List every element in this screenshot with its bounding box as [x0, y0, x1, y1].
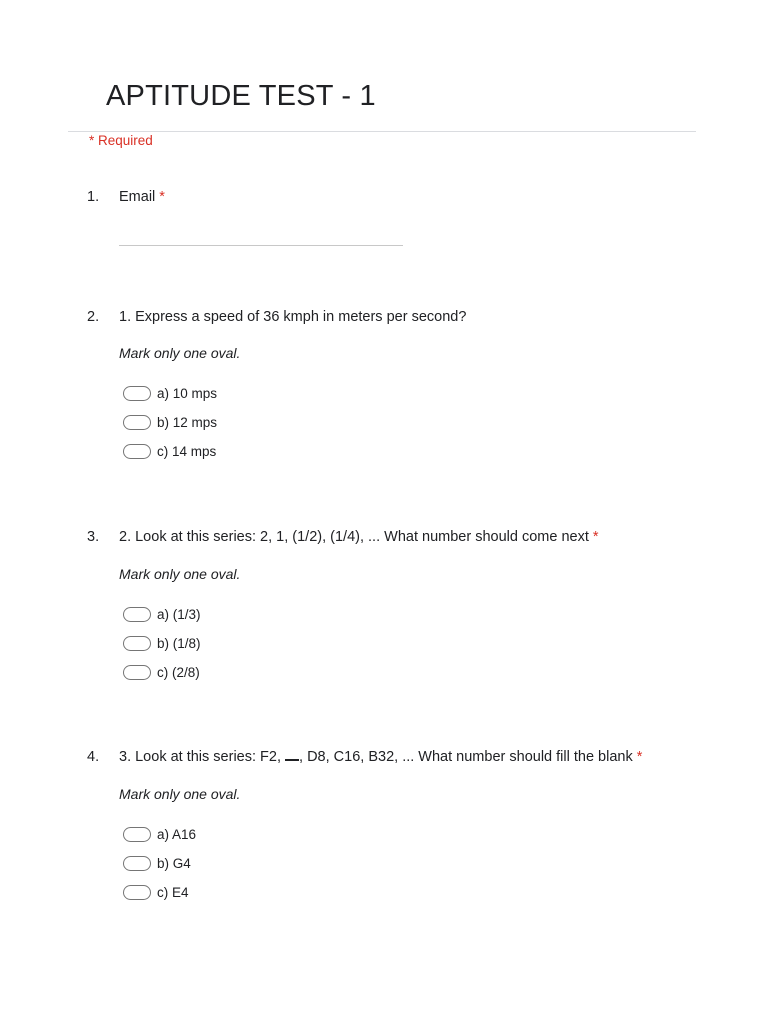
email-field[interactable]	[119, 245, 403, 246]
question-text	[119, 189, 165, 205]
option-label: c) (2/8)	[157, 664, 200, 680]
question-label-end: , D8, C16, B32, ... What number should fill the blank	[299, 749, 633, 765]
question-number: 3.	[87, 529, 100, 545]
instruction-text: Mark only one oval.	[119, 786, 241, 802]
option-a[interactable]	[123, 604, 201, 624]
option-label: b) G4	[157, 855, 191, 871]
form-title: APTITUDE TEST - 1	[106, 80, 376, 112]
option-label: a) (1/3)	[157, 606, 201, 622]
radio-oval[interactable]	[123, 444, 151, 459]
blank-underline	[285, 750, 299, 761]
radio-oval[interactable]	[123, 607, 151, 622]
question-label-start: 3. Look at this series: F2,	[119, 749, 286, 765]
option-c[interactable]	[123, 662, 200, 682]
option-label: c) 14 mps	[157, 443, 217, 459]
option-b[interactable]	[123, 412, 217, 432]
instruction-text: Mark only one oval.	[119, 345, 241, 361]
option-a[interactable]	[123, 824, 196, 844]
option-b[interactable]	[123, 633, 201, 653]
radio-oval[interactable]	[123, 827, 151, 842]
question-number: 2.	[87, 309, 100, 325]
radio-oval[interactable]	[123, 665, 151, 680]
option-c[interactable]	[123, 441, 216, 461]
option-label: c) E4	[157, 884, 189, 900]
question-text: 1. Express a speed of 36 kmph in meters per second?	[119, 309, 467, 325]
option-label: b) (1/8)	[157, 635, 201, 651]
radio-oval[interactable]	[123, 386, 151, 401]
option-label: a) A16	[157, 826, 197, 842]
required-asterisk: *	[159, 189, 165, 205]
question-text	[119, 749, 642, 765]
title-divider	[68, 131, 696, 132]
question-text	[119, 529, 599, 545]
option-a[interactable]	[123, 383, 217, 403]
instruction-text: Mark only one oval.	[119, 566, 241, 582]
radio-oval[interactable]	[123, 885, 151, 900]
option-label: a) 10 mps	[157, 385, 218, 401]
question-label: 2. Look at this series: 2, 1, (1/2), (1/4), ... What number should come next	[119, 529, 589, 545]
required-asterisk: *	[636, 749, 643, 765]
question-label: Email	[119, 189, 156, 205]
radio-oval[interactable]	[123, 856, 151, 871]
required-note: * Required	[89, 133, 153, 148]
option-b[interactable]	[123, 853, 191, 873]
required-asterisk: *	[592, 529, 599, 545]
question-number: 1.	[87, 189, 100, 205]
option-c[interactable]	[123, 882, 189, 902]
option-label: b) 12 mps	[157, 414, 218, 430]
radio-oval[interactable]	[123, 415, 151, 430]
question-number: 4.	[87, 749, 100, 765]
radio-oval[interactable]	[123, 636, 151, 651]
